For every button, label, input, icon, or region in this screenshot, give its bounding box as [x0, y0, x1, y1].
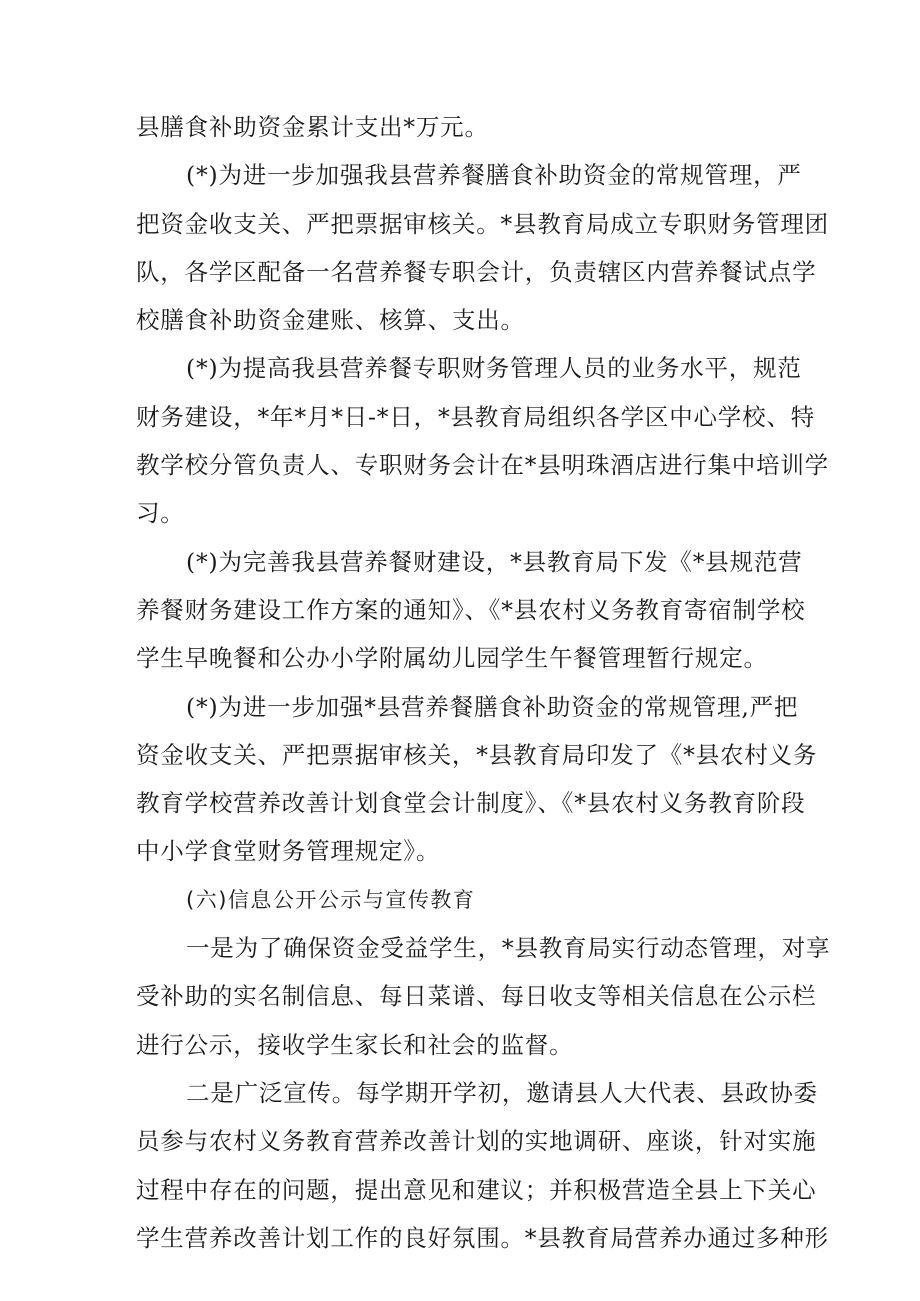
text-line: 二是广泛宣传。每学期开学初，邀请县人大代表、县政协委 [186, 1078, 818, 1107]
text-line: 一是为了确保资金受益学生，*县教育局实行动态管理，对享 [186, 934, 831, 963]
text-line: 学生营养改善计划工作的良好氛围。*县教育局营养办通过多种形 [136, 1223, 829, 1252]
text-line: 养餐财务建设工作方案的通知》、《*县农村义务教育寄宿制学校 [136, 595, 806, 624]
text-line: (*)为进一步加强*县营养餐膳食补助资金的常规管理,严把 [186, 692, 799, 721]
text-line: 把资金收支关、严把票据审核关。*县教育局成立专职财务管理团 [136, 209, 829, 238]
text-line: 习。 [136, 499, 185, 528]
text-line: (*)为进一步加强我县营养餐膳食补助资金的常规管理，严 [186, 161, 802, 190]
text-line: 队，各学区配备一名营养餐专职会计，负责辖区内营养餐试点学 [136, 257, 817, 286]
text-line: 受补助的实名制信息、每日菜谱、每日收支等相关信息在公示栏 [136, 982, 817, 1011]
text-line: 财务建设，*年*月*日-*日，*县教育局组织各学区中心学校、特 [136, 402, 815, 431]
document-page [136, 103, 831, 1262]
text-line: 县膳食补助资金累计支出*万元。 [136, 113, 489, 141]
text-line: 过程中存在的问题，提出意见和建议；并积极营造全县上下关心 [136, 1175, 817, 1204]
text-line: 校膳食补助资金建账、核算、支出。 [136, 306, 525, 335]
text-line: 教学校分管负责人、专职财务会计在*县明珠酒店进行集中培训学 [136, 451, 829, 480]
section-heading: (六)信息公开公示与宣传教育 [186, 887, 476, 912]
text-line: 进行公示，接收学生家长和社会的监督。 [136, 1030, 574, 1059]
text-line: (*)为完善我县营养餐财建设，*县教育局下发《*县规范营 [186, 547, 803, 576]
text-line: 学生早晚餐和公办小学附属幼儿园学生午餐管理暂行规定。 [136, 644, 768, 673]
text-line: 员参与农村义务教育营养改善计划的实地调研、座谈，针对实施 [136, 1127, 817, 1156]
text-line: 中小学食堂财务管理规定》。 [136, 837, 441, 866]
text-line: 资金收支关、严把票据审核关，*县教育局印发了《*县农村义务 [136, 740, 818, 769]
text-line: (*)为提高我县营养餐专职财务管理人员的业务水平，规范 [186, 354, 802, 383]
text-line: 教育学校营养改善计划食堂会计制度》、《*县农村义务教育阶段 [136, 789, 806, 818]
